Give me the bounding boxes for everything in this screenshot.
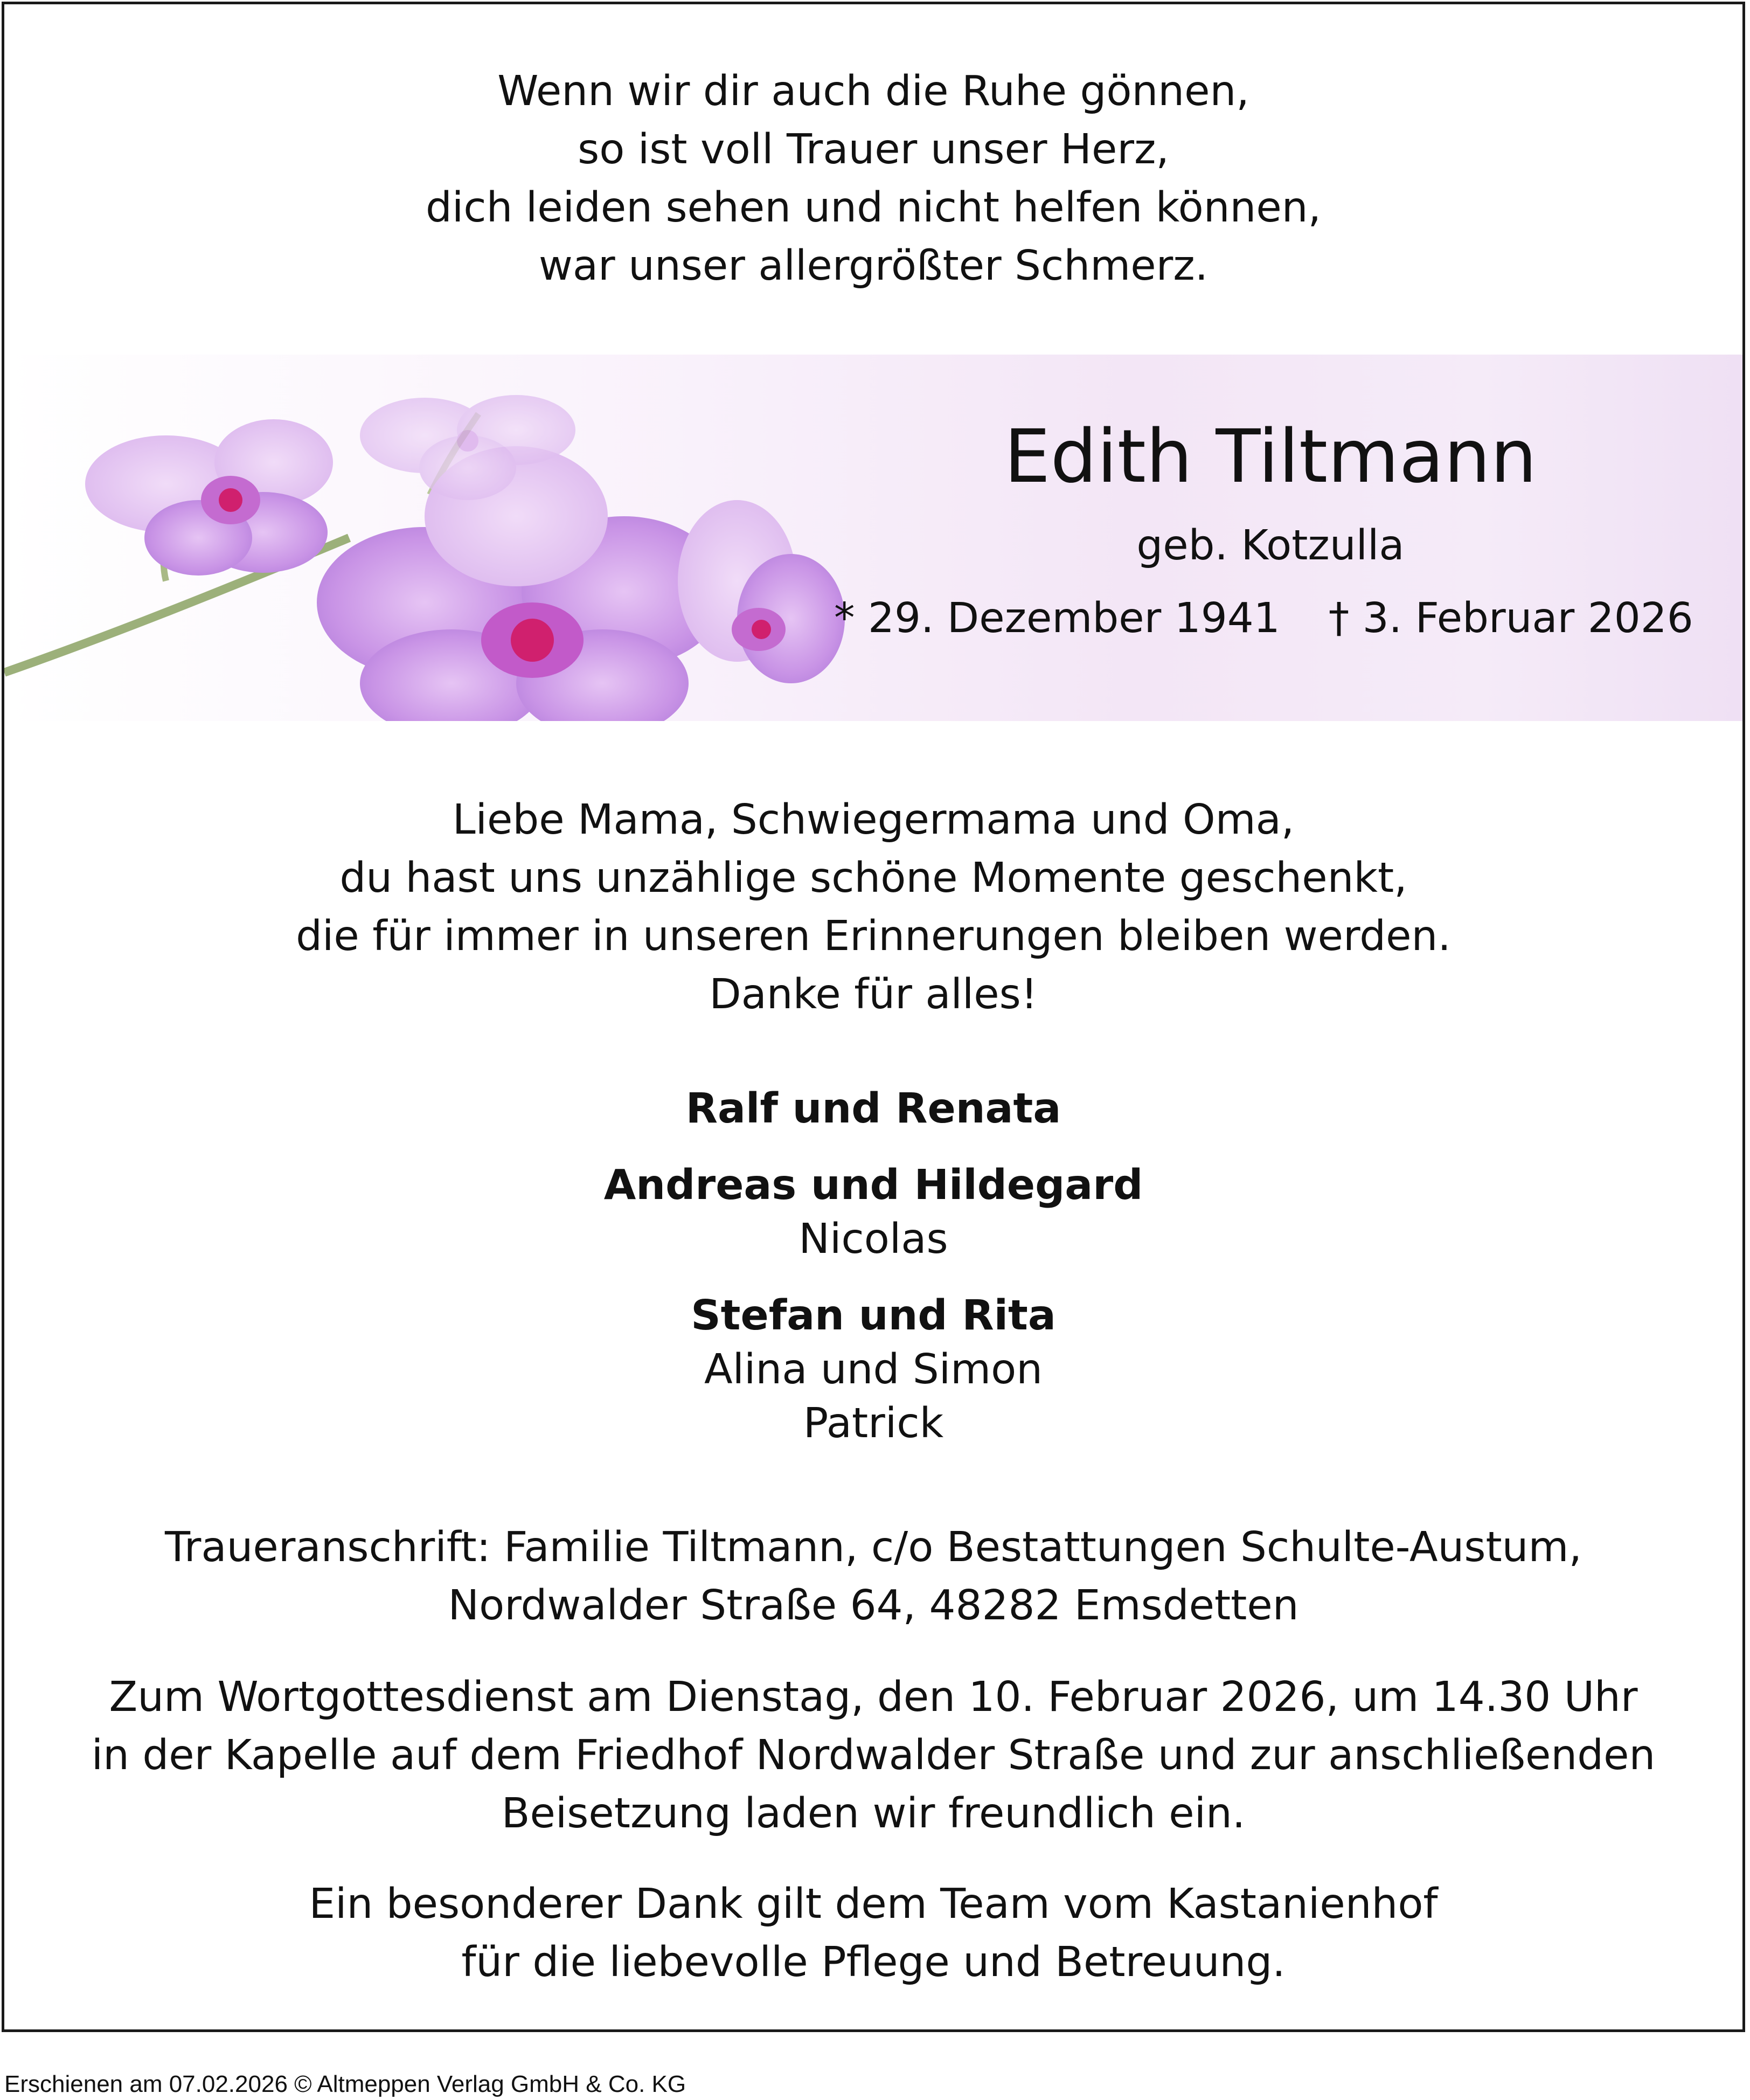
address-line: Nordwalder Straße 64, 48282 Emsdetten <box>448 1582 1299 1630</box>
thanks-line: für die liebevolle Pflege und Betreuung. <box>461 1938 1286 1986</box>
orchid-banner <box>4 355 1742 721</box>
poem <box>4 63 1742 295</box>
service-invitation <box>4 1668 1742 1843</box>
family-couple: Stefan und Rita <box>691 1292 1056 1340</box>
family-child: Nicolas <box>798 1215 948 1263</box>
message-line: Liebe Mama, Schwiegermama und Oma, <box>452 796 1295 844</box>
birth-date: * 29. Dezember 1941 <box>834 594 1280 642</box>
message-line: die für immer in unseren Erinnerungen bleiben werden. <box>296 912 1451 960</box>
service-line: in der Kapelle auf dem Friedhof Nordwalder Straße und zur anschließenden <box>91 1731 1656 1779</box>
orchid-flower-small <box>85 419 333 576</box>
thanks-line: Ein besonderer Dank gilt dem Team vom Kastanienhof <box>309 1880 1438 1928</box>
service-line: Zum Wortgottesdienst am Dienstag, den 10. Februar 2026, um 14.30 Uhr <box>109 1673 1638 1721</box>
poem-line: war unser allergrößter Schmerz. <box>538 242 1209 290</box>
orchid-flower-large <box>317 446 726 721</box>
orchid-illustration <box>4 355 866 721</box>
farewell-message <box>4 791 1742 1024</box>
poem-line: so ist voll Trauer unser Herz, <box>578 126 1169 174</box>
message-line: Danke für alles! <box>709 971 1038 1018</box>
obituary-notice <box>2 2 1745 2032</box>
poem-line: Wenn wir dir auch die Ruhe gönnen, <box>497 67 1249 115</box>
birth-name: geb. Kotzulla <box>1136 522 1405 570</box>
special-thanks <box>4 1875 1742 1992</box>
poem-line: dich leiden sehen und nicht helfen können, <box>425 184 1321 232</box>
deceased-name: Edith Tiltmann <box>1004 414 1537 500</box>
mourning-address <box>4 1519 1742 1635</box>
death-date: † 3. Februar 2026 <box>1328 594 1693 642</box>
family-child: Alina und Simon <box>704 1346 1043 1394</box>
family-child: Patrick <box>803 1399 944 1447</box>
family-couple: Ralf und Renata <box>685 1085 1061 1133</box>
family-couple: Andreas und Hildegard <box>603 1161 1143 1209</box>
address-line: Traueranschrift: Familie Tiltmann, c/o Bestattungen Schulte-Austum, <box>165 1523 1582 1571</box>
publication-footer: Erschienen am 07.02.2026 © Altmeppen Verlag GmbH & Co. KG <box>4 2071 686 2097</box>
family-signatures <box>4 1082 1742 1451</box>
service-line: Beisetzung laden wir freundlich ein. <box>501 1790 1246 1838</box>
message-line: du hast uns unzählige schöne Momente geschenkt, <box>339 854 1407 902</box>
life-dates <box>834 594 1693 643</box>
